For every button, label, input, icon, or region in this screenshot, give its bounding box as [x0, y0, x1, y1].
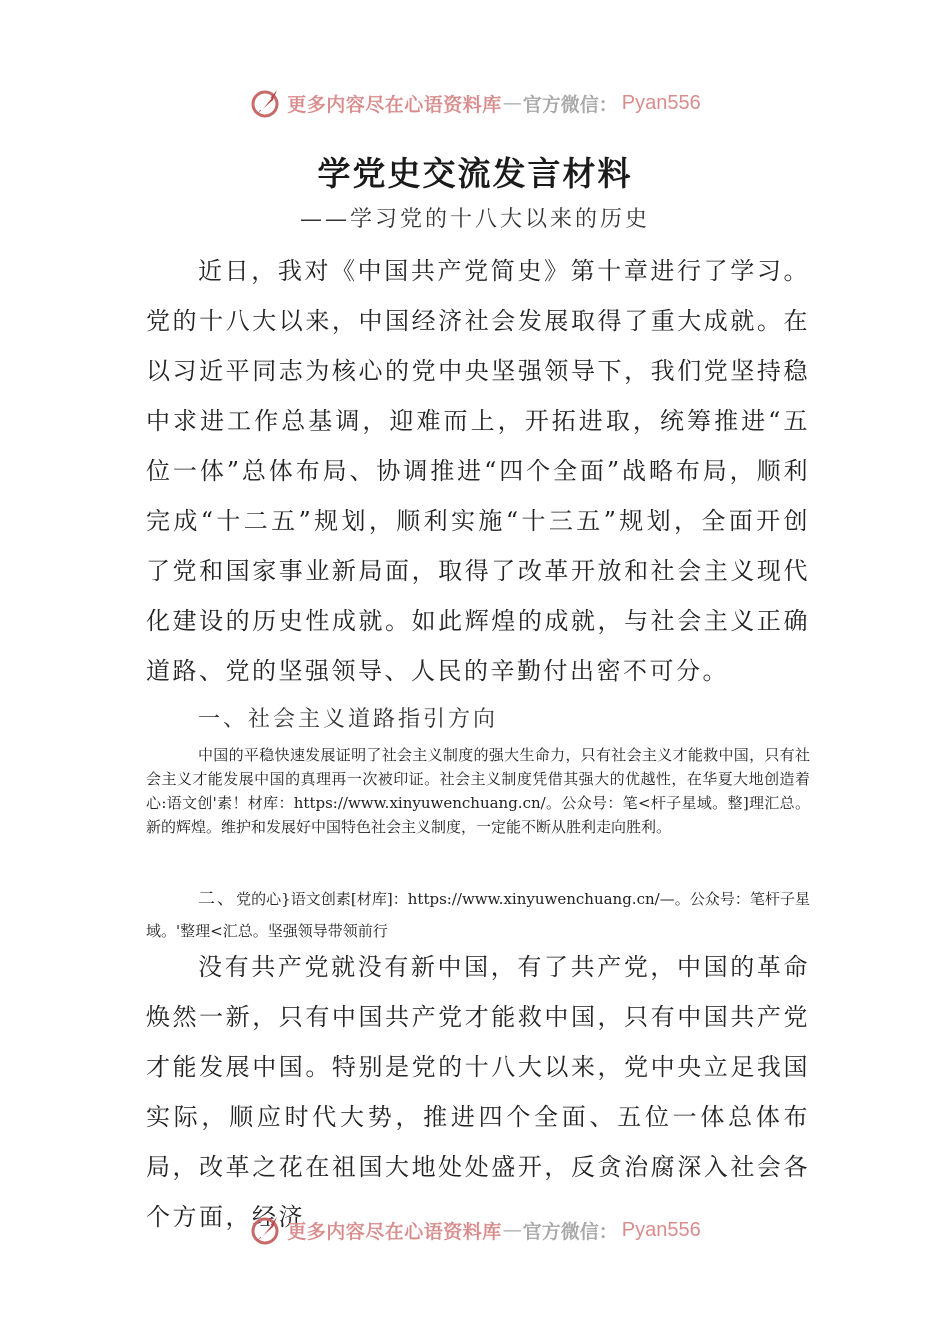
wechat-id: Pyan556: [621, 91, 701, 114]
footer-watermark-banner: [0, 1210, 950, 1250]
quill-logo-icon: [249, 1213, 283, 1247]
section-heading-2-number: 二、: [198, 889, 237, 909]
banner-separator: —: [502, 92, 522, 114]
section-heading-2-text: 党的心}语文创素[材库]：https://www.xinyuwenchuang.cn/—。公众号：笔杆子星域。'整理<汇总。坚强领导带领前行: [146, 890, 810, 940]
section-heading-2: [146, 883, 810, 947]
banner-text: 更多内容尽在心语资料库: [287, 1220, 502, 1243]
body-paragraph-1: 近日，我对《中国共产党简史》第十章进行了学习。党的十八大以来，中国经济社会发展取得了重大成就。在以习近平同志为核心的党中央坚强领导下，我们党坚持稳中求进工作总基调，迎难而上，开拓进取，统筹推进“五位一体”总体布局、协调推进“四个全面”战略布局，顺利完成“十二五”规划，顺利实施“十三五”规划，全面开创了党和国家事业新局面，取得了改革开放和社会主义现代化建设的历史性成就。如此辉煌的成就，与社会主义正确道路、党的坚强领导、人民的辛勤付出密不可分。: [146, 257, 810, 685]
header-watermark-banner: [0, 83, 950, 123]
banner-label: 官方微信：: [522, 93, 618, 116]
document-title: 学党史交流发言材料: [317, 154, 633, 193]
wechat-id: Pyan556: [621, 1218, 701, 1241]
banner-text: 更多内容尽在心语资料库: [287, 93, 502, 116]
banner-label: 官方微信：: [522, 1220, 618, 1243]
quill-logo-icon: [249, 86, 283, 120]
section-heading-1: 一、社会主义道路指引方向: [198, 707, 499, 732]
banner-separator: —: [502, 1219, 522, 1241]
document-subtitle: ——学习党的十八大以来的历史: [299, 207, 650, 232]
section-1-paragraph: 中国的平稳快速发展证明了社会主义制度的强大生命力，只有社会主义才能救中国，只有社会主义才能发展中国的真理再一次被印证。社会主义制度凭借其强大的优越性，在华夏大地创造着心:语文创'素！材库：https://www.xinyuwenchuang.cn/。公众号：笔<杆子星域。整]理汇总。新的辉煌。维护和发展好中国特色社会主义制度，一定能不断从胜利走向胜利。: [146, 746, 810, 836]
body-paragraph-2: 没有共产党就没有新中国，有了共产党，中国的革命焕然一新，只有中国共产党才能救中国，只有中国共产党才能发展中国。特别是党的十八大以来，党中央立足我国实际，顺应时代大势，推进四个全面、五位一体总体布局，改革之花在祖国大地处处盛开，反贪治腐深入社会各个方面，经济: [146, 953, 810, 1231]
